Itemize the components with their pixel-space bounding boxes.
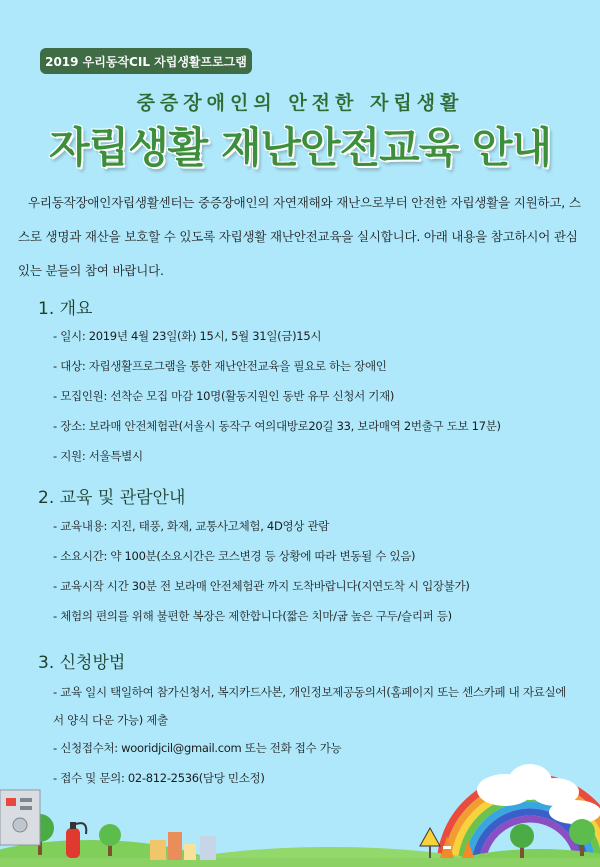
overview-item-target: - 대상: 자립생활프로그램을 통한 재난안전교육을 필요로 하는 장애인 — [53, 359, 387, 373]
rainbow-icon — [440, 777, 600, 867]
section-heading-education: 2. 교육 및 관람안내 — [38, 488, 186, 508]
poster-subtitle: 중증장애인의 안전한 자립생활 — [136, 92, 464, 114]
traffic-cone-icon — [440, 836, 474, 858]
tree-icon — [26, 814, 595, 858]
warning-sign-icon — [420, 828, 440, 858]
education-item-arrival: - 교육시작 시간 30분 전 보라매 안전체험관 까지 도착바랍니다(지연도착 시 입장불가) — [53, 579, 470, 593]
education-item-content: - 교육내용: 지진, 태풍, 화재, 교통사고체험, 4D영상 관람 — [53, 519, 330, 533]
buildings-icon — [150, 832, 216, 860]
overview-item-date: - 일시: 2019년 4월 23일(화) 15시, 5월 31일(금)15시 — [53, 329, 322, 343]
application-item-contact: - 접수 및 문의: 02-812-2536(담당 민소정) — [53, 771, 265, 785]
section-heading-overview: 1. 개요 — [38, 299, 93, 319]
overview-item-capacity: - 모집인원: 선착순 모집 마감 10명(활동지원인 동반 유무 신청서 기재) — [53, 389, 395, 403]
hills-icon — [0, 840, 600, 867]
equipment-icon — [0, 790, 40, 845]
overview-item-location: - 장소: 보라매 안전체험관(서울시 동작구 여의대방로20길 33, 보라매역 2번출구 도보 17분) — [53, 419, 501, 433]
intro-paragraph: 우리동작장애인자립생활센터는 중증장애인의 자연재해와 재난으로부터 안전한 자립생활을 지원하고, 스스로 생명과 재산을 보호할 수 있도록 자립생활 재난안전교육을 실시합니다. 아래 내용을 참고하시어 관심 있는 분들의 참여 바랍니다. — [18, 195, 581, 278]
program-badge: 2019 우리동작CIL 자립생활프로그램 — [40, 48, 252, 74]
education-item-duration: - 소요시간: 약 100분(소요시간은 코스변경 등 상황에 따라 변동될 수 있음) — [53, 549, 416, 563]
education-item-dresscode: - 체험의 편의를 위해 불편한 복장은 제한합니다(짧은 치마/굽 높은 구두/슬리퍼 등) — [53, 609, 452, 623]
fire-extinguisher-icon — [66, 822, 86, 858]
overview-item-support: - 지원: 서울특별시 — [53, 449, 143, 463]
section-heading-application: 3. 신청방법 — [38, 653, 126, 673]
application-item-documents: - 교육 일시 택일하여 참가신청서, 복지카드사본, 개인정보제공동의서(홈페이지 또는 센스카페 내 자료실에서 양식 다운 가능) 제출 — [53, 685, 567, 727]
poster-title: 자립생활 재난안전교육 안내 — [48, 123, 552, 172]
application-item-email: - 신청접수처: wooridjcil@gmail.com 또는 전화 접수 가능 — [53, 741, 342, 755]
